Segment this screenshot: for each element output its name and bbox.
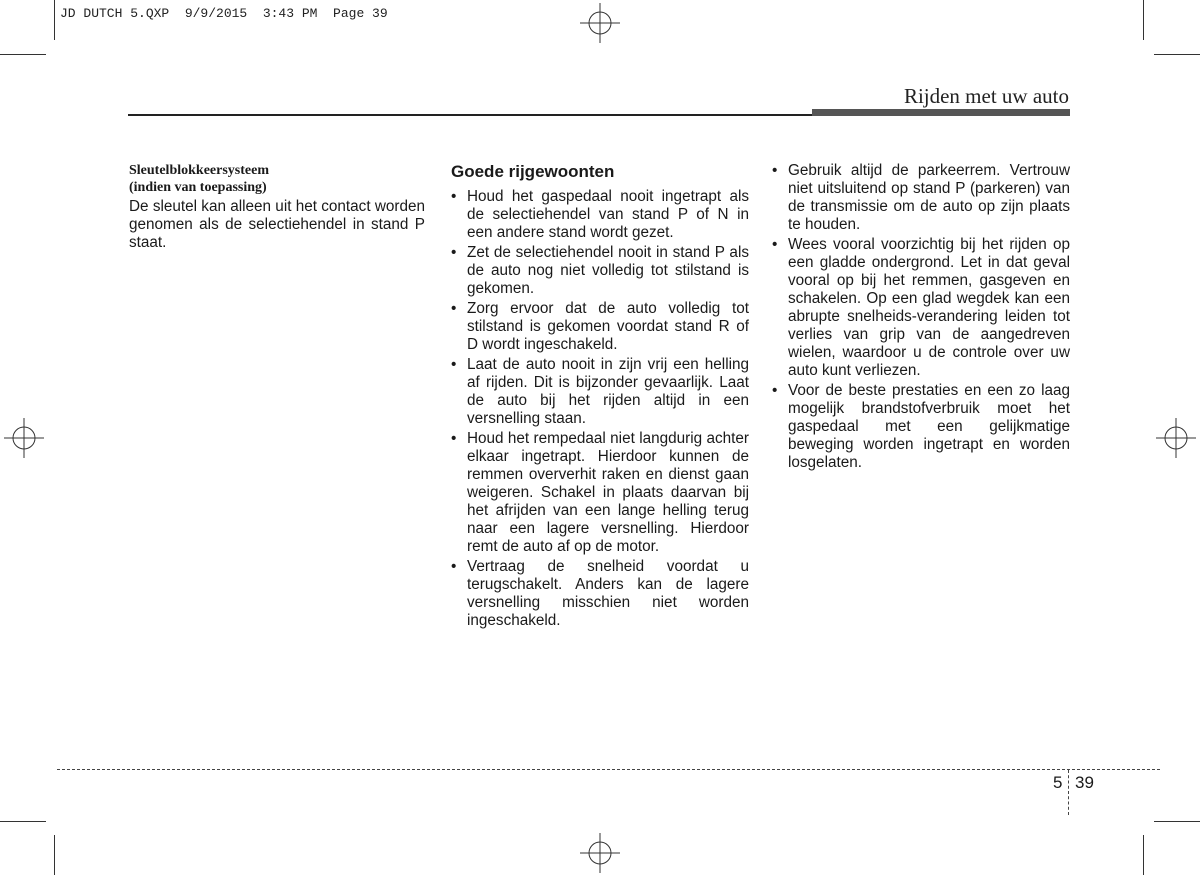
subheading-line: Sleutelblokkeersysteem — [129, 163, 269, 178]
crop-mark — [0, 821, 46, 822]
print-slug: JD DUTCH 5.QXP 9/9/2015 3:43 PM Page 39 — [60, 6, 388, 21]
list-item: • Wees vooral voorzichtig bij het rijden op een gladde ondergrond. Let in dat geval vooral op bij het remmen, gasgeven en schakelen. Op een glad wegdek kan een abrupte snelheids-verandering leiden tot verlies van grip van de aangedreven wielen, waardoor u de controle over uw auto kunt verliezen. — [772, 236, 1070, 380]
registration-mark-icon — [580, 3, 620, 43]
chapter-number: 5 — [1053, 773, 1063, 792]
column-middle — [451, 162, 749, 632]
page-number: 39 — [1075, 773, 1094, 792]
subheading — [129, 162, 425, 196]
list-item: • Laat de auto nooit in zijn vrij een helling af rijden. Dit is bijzonder gevaarlijk. Laat de auto bij het rijden altijd in een versnelling staan. — [451, 356, 749, 428]
crop-mark — [1154, 821, 1200, 822]
crop-mark — [0, 54, 46, 55]
crop-mark — [1143, 835, 1144, 875]
paragraph: De sleutel kan alleen uit het contact worden genomen als de selectiehendel in stand P staat. — [129, 198, 425, 251]
list-item: • Zet de selectiehendel nooit in stand P als de auto nog niet volledig tot stilstand is gekomen. — [451, 244, 749, 298]
crop-mark — [1154, 54, 1200, 55]
header-rule — [128, 114, 812, 116]
list-item: • Vertraag de snelheid voordat u terugschakelt. Anders kan de lagere versnelling misschien niet worden ingeschakeld. — [451, 558, 749, 630]
list-item: • Houd het gaspedaal nooit ingetrapt als de selectiehendel van stand P of N in een andere stand wordt gezet. — [451, 188, 749, 242]
page-number-divider — [1068, 770, 1069, 815]
bullet-list — [772, 162, 1070, 472]
header-rule-accent — [812, 109, 1070, 116]
section-header-title: Rijden met uw auto — [903, 84, 1069, 108]
list-item: • Houd het rempedaal niet langdurig achter elkaar ingetrapt. Hierdoor kunnen de remmen oververhit raken en dienst gaan weigeren. Schakel in plaats daarvan bij het afrijden van een lange helling terug naar een lagere versnelling. Hierdoor remt de auto af op de motor. — [451, 430, 749, 556]
column-right — [772, 162, 1070, 474]
footer-rule — [57, 769, 1160, 770]
registration-mark-icon — [4, 418, 44, 458]
crop-mark — [54, 0, 55, 40]
list-item: • Zorg ervoor dat de auto volledig tot stilstand is gekomen voordat stand R of D wordt ingeschakeld. — [451, 300, 749, 354]
registration-mark-icon — [580, 833, 620, 873]
column-left — [129, 162, 425, 252]
list-item: • Voor de beste prestaties en een zo laag mogelijk brandstofverbruik moet het gaspedaal met een gelijkmatige beweging worden ingetrapt en worden losgelaten. — [772, 382, 1070, 472]
section-title: Goede rijgewoonten — [451, 162, 615, 181]
bullet-list — [451, 188, 749, 630]
subheading-line: (indien van toepassing) — [129, 180, 267, 195]
list-item: • Gebruik altijd de parkeerrem. Vertrouw niet uitsluitend op stand P (parkeren) van de transmissie om de auto op zijn plaats te houden. — [772, 162, 1070, 234]
registration-mark-icon — [1156, 418, 1196, 458]
crop-mark — [54, 835, 55, 875]
crop-mark — [1143, 0, 1144, 40]
